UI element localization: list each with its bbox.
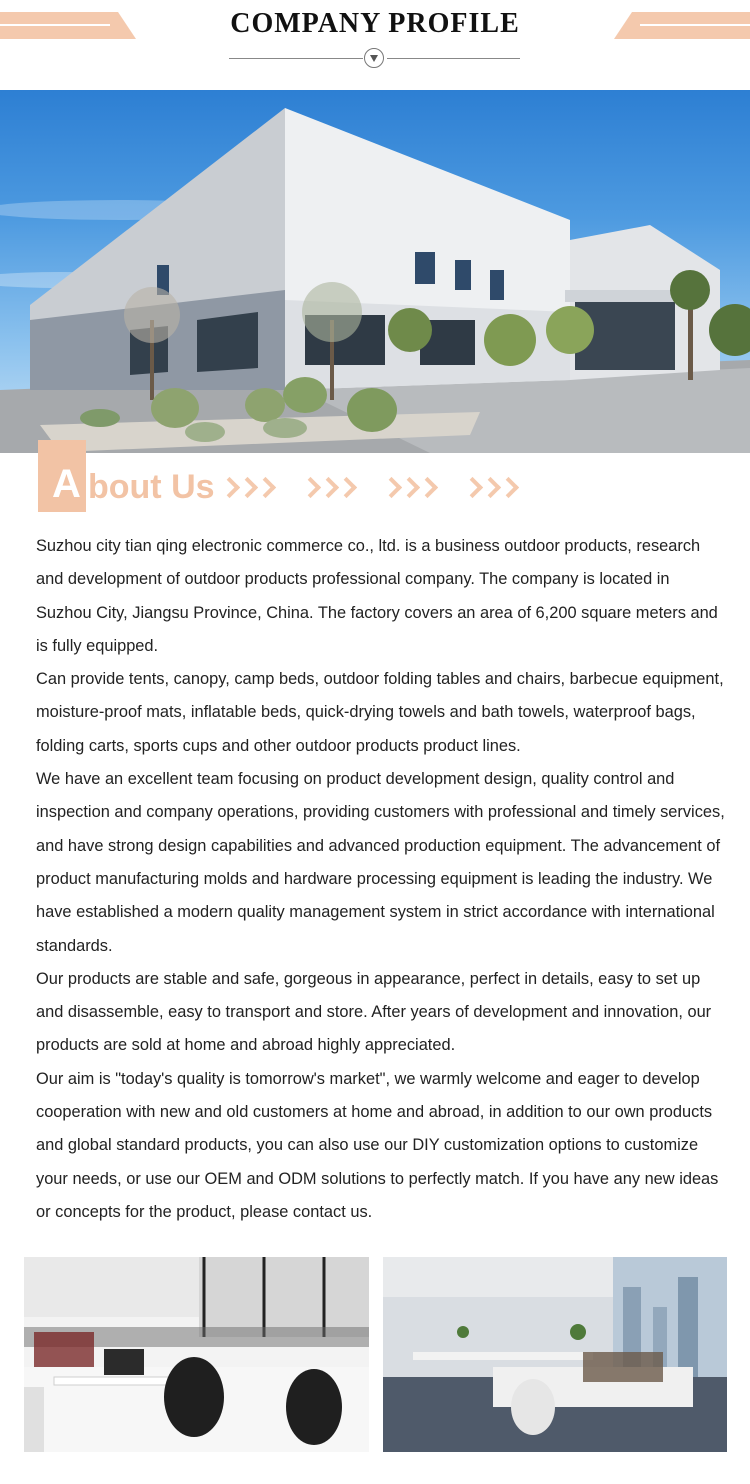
paragraph: Our aim is "today's quality is tomorrow's market", we warmly welcome and eager to develop cooperation with new and old customers at home and abroad, in addition to our own products and global standard products, you can also use our DIY customization options to customize your needs, or use our OEM and ODM solutions to perfectly match. If you have any new ideas or concepts for the product, please contact us. <box>36 1069 719 1221</box>
paragraph: Suzhou city tian qing electronic commerce co., ltd. is a business outdoor products, research and development of outdoor products professional company. The company is located in Suzhou City, Jiangsu Province, China. The factory covers an area of 6,200 square meters and is fully equipped. <box>36 537 718 655</box>
page-header <box>0 0 750 90</box>
divider-right <box>387 58 520 59</box>
about-heading-text: bout Us <box>88 468 215 506</box>
factory-building-photo <box>0 90 750 453</box>
paragraph: Can provide tents, canopy, camp beds, outdoor folding tables and chairs, barbecue equipment, moisture-proof mats, inflatable beds, quick-drying towels and bath towels, waterproof bags, folding carts, sports cups and other outdoor products product lines. <box>36 670 724 755</box>
paragraph: Our products are stable and safe, gorgeous in appearance, perfect in details, easy to set up and disassemble, easy to transport and store. After years of development and innovation, our products are sold at home and abroad highly appreciated. <box>36 969 712 1055</box>
chevron-arrows-icon <box>384 480 438 502</box>
chevron-down-circle-icon <box>364 48 384 68</box>
paragraph: We have an excellent team focusing on product development design, quality control and inspection and company operations, providing customers with professional and timely services, and have strong design capabilities and advanced production equipment. The advancement of product manufacturing molds and hardware processing equipment is leading the industry. We have established a modern quality management system in strict accordance with international standards. <box>36 770 725 955</box>
about-first-letter: A <box>52 462 81 506</box>
company-description <box>36 530 726 1229</box>
page-title: COMPANY PROFILE <box>230 8 520 39</box>
divider-left <box>229 58 363 59</box>
office-interior-photo <box>24 1257 369 1452</box>
chevron-arrows-icon <box>465 480 519 502</box>
open-office-photo <box>383 1257 727 1452</box>
chevron-arrows-icon <box>222 480 276 502</box>
about-us-heading <box>0 440 750 520</box>
chevron-arrows-icon <box>303 480 357 502</box>
